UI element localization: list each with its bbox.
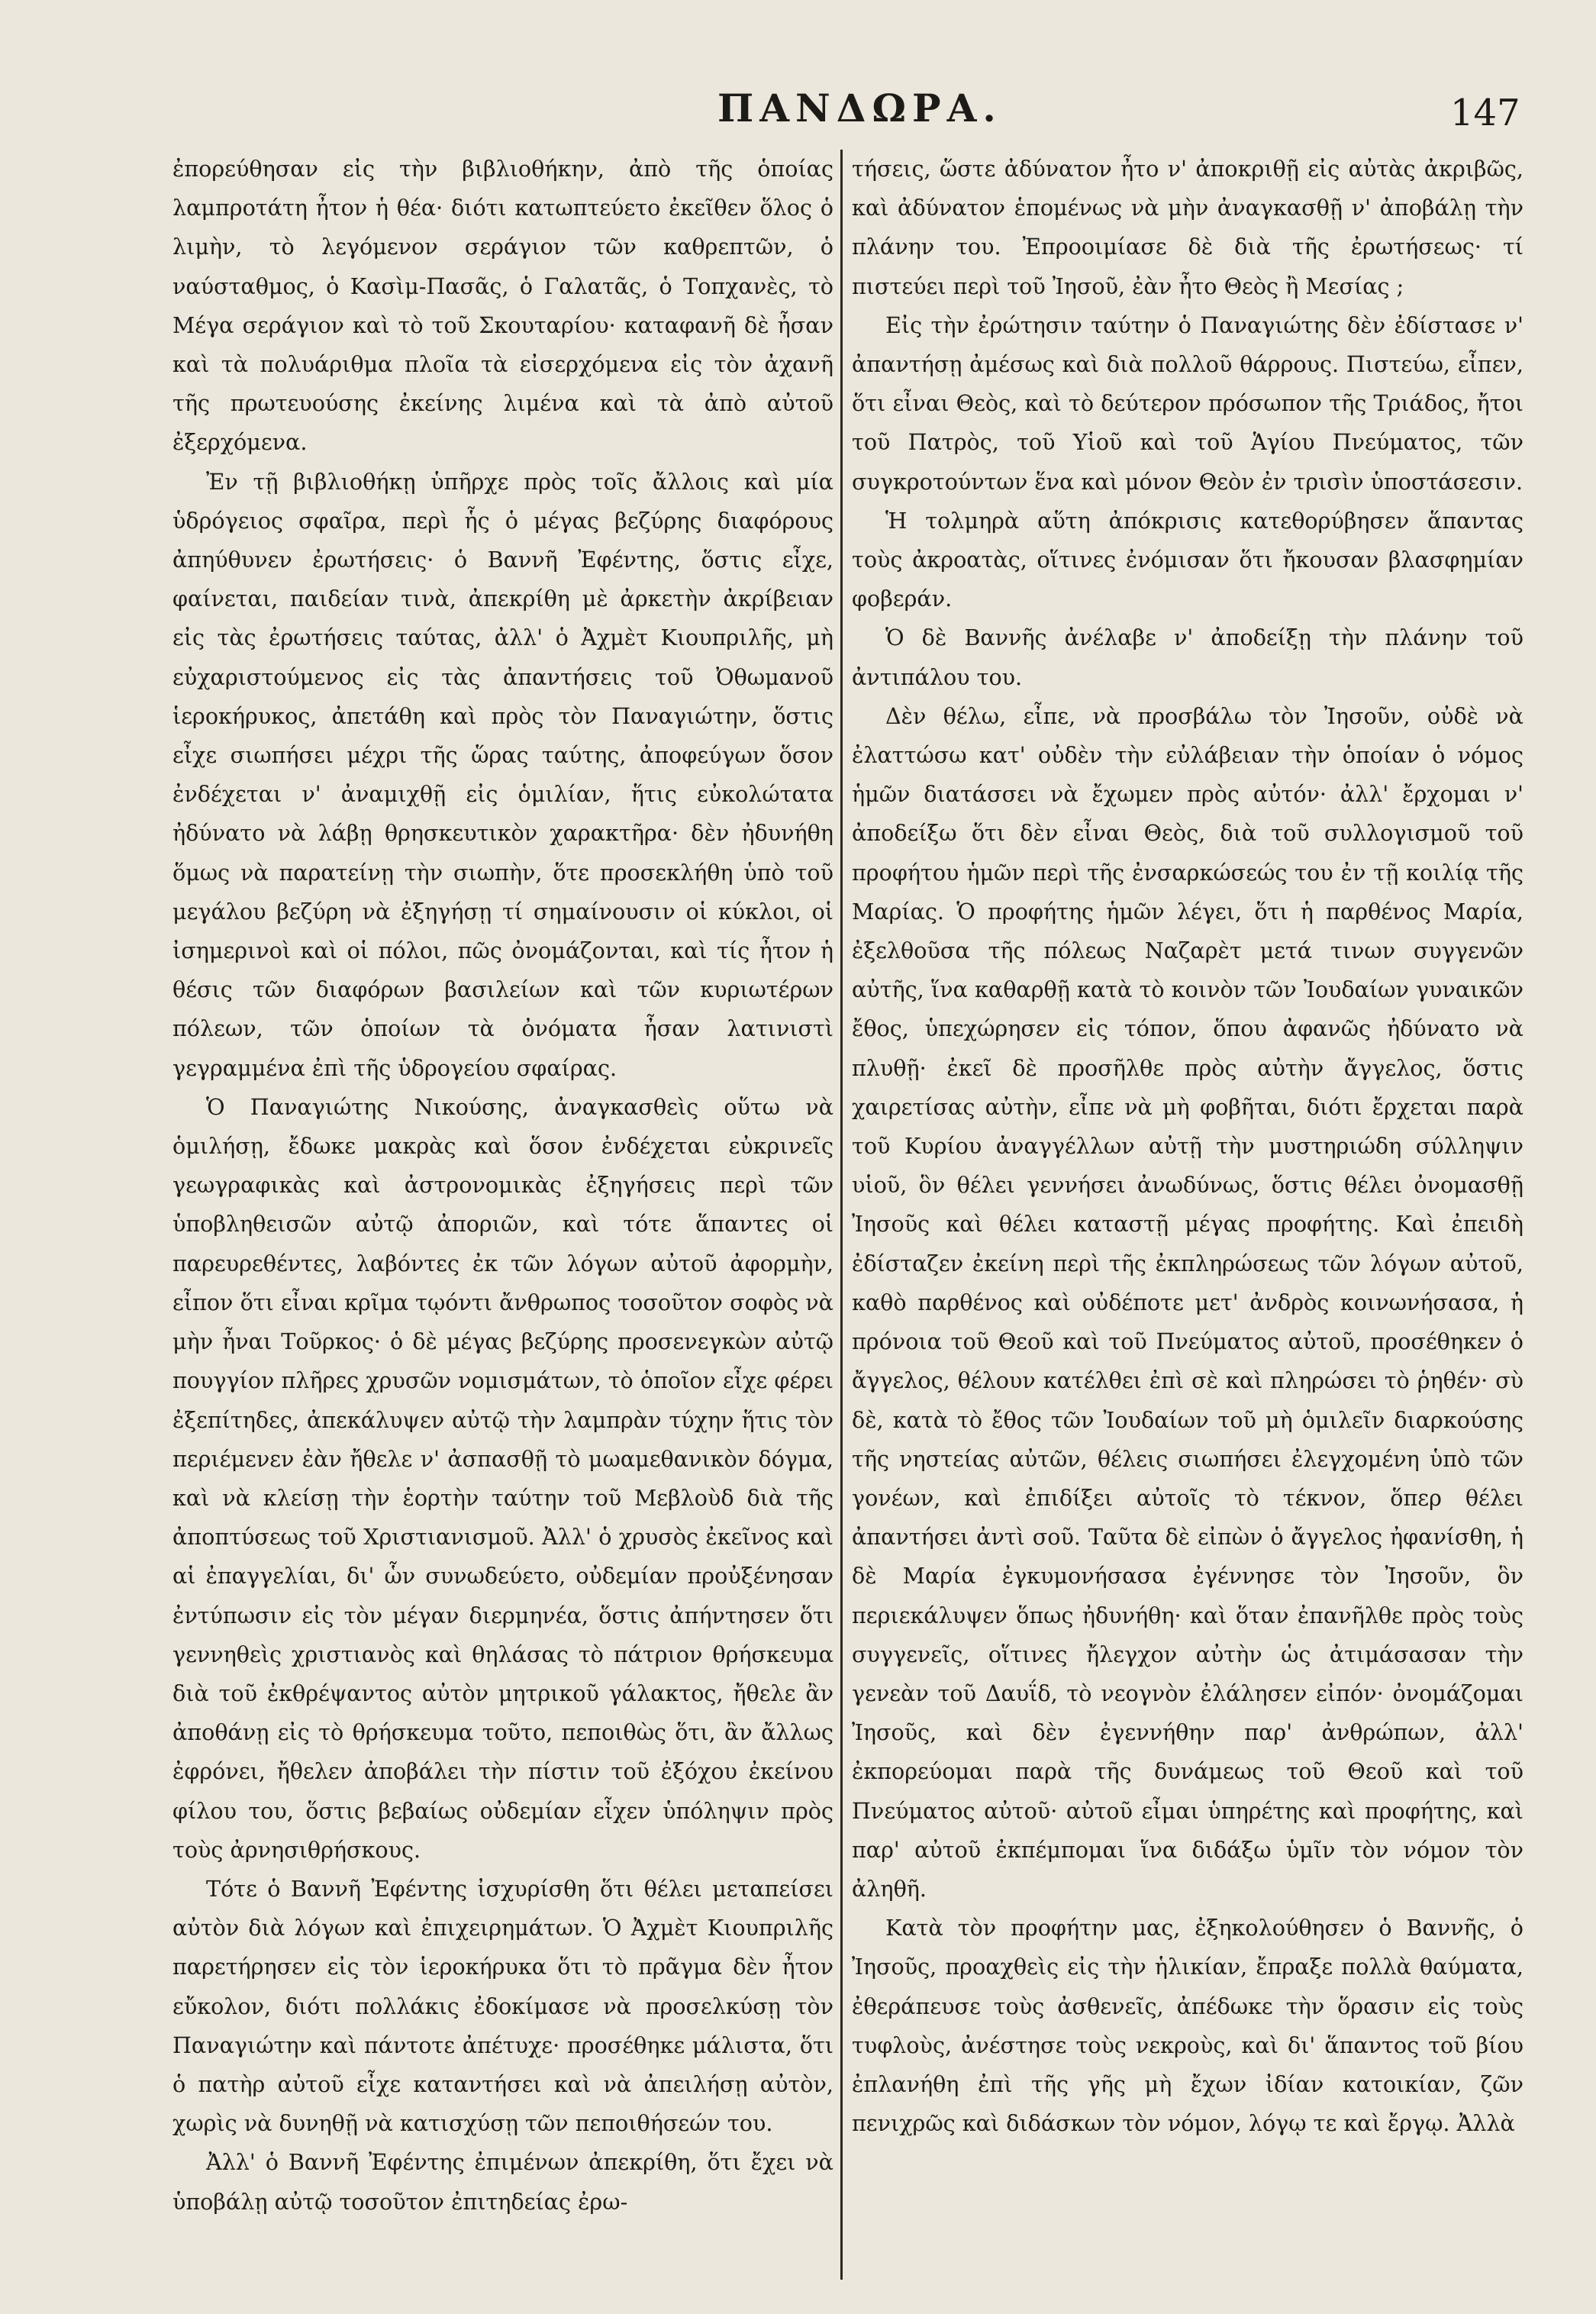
paragraph: Ἀλλ' ὁ Βαννῆ Ἐφέντης ἐπιμένων ἀπεκρίθη, ὅτι ἔχει νὰ ὑποβάλῃ αὐτῷ τοσοῦτον ἐπιτηδείας ἐρω- <box>172 2149 833 2215</box>
paragraph: Τότε ὁ Βαννῆ Ἐφέντης ἰσχυρίσθη ὅτι θέλει μεταπείσει αὐτὸν διὰ λόγων καὶ ἐπιχειρημάτων. Ὁ Ἀχμὲτ Κιουπριλῆς παρετήρησεν εἰς τὸν ἱεροκήρυκα ὅτι τὸ πρᾶγμα δὲν ἦτον εὔκολον, διότι πολλάκις ἐδοκίμασε νὰ προσελκύσῃ τὸν Παναγιώτην καὶ πάντοτε ἀπέτυχε· προσέθηκε μάλιστα, ὅτι ὁ πατὴρ αὐτοῦ εἶχε καταντήσει καὶ νὰ ἀπειλήσῃ αὐτὸν, χωρὶς νὰ δυνηθῇ νὰ κατισχύσῃ τῶν πεποιθήσεών του. <box>172 1875 833 2137</box>
paragraph: ἐπορεύθησαν εἰς τὴν βιβλιοθήκην, ἀπὸ τῆς ὁποίας λαμπροτάτη ἦτον ἡ θέα· διότι κατωπτεύετο ἐκεῖθεν ὅλος ὁ λιμὴν, τὸ λεγόμενον σεράγιον τῶν καθρεπτῶν, ὁ ναύσταθμος, ὁ Κασὶμ-Πασᾶς, ὁ Γαλατᾶς, ὁ Τοπχανὲς, τὸ Μέγα σεράγιον καὶ τὸ τοῦ Σκουταρίου· καταφανῆ δὲ ἦσαν καὶ τὰ πολυάριθμα πλοῖα τὰ εἰσερχόμενα εἰς τὸν ἀχανῆ τῆς πρωτευούσης ἐκείνης λιμένα καὶ τὰ ἀπὸ αὐτοῦ ἐξερχόμενα. <box>172 156 833 456</box>
paragraph: Ὁ δὲ Βαννῆς ἀνέλαβε ν' ἀποδείξῃ τὴν πλάνην τοῦ ἀντιπάλου του. <box>852 624 1523 690</box>
text-column-left <box>172 150 833 2287</box>
text-column-right <box>852 150 1523 2287</box>
paragraph: Εἰς τὴν ἐρώτησιν ταύτην ὁ Παναγιώτης δὲν ἐδίστασε ν' ἀπαντήσῃ ἀμέσως καὶ διὰ πολλοῦ θάρρους. Πιστεύω, εἶπεν, ὅτι εἶναι Θεὸς, καὶ τὸ δεύτερον πρόσωπον τῆς Τριάδος, ἤτοι τοῦ Πατρὸς, τοῦ Υἱοῦ καὶ τοῦ Ἁγίου Πνεύματος, τῶν συγκροτούντων ἕνα καὶ μόνον Θεὸν ἐν τρισὶν ὑποστάσεσιν. <box>852 311 1523 495</box>
running-title: ΠΑΝΔΩΡΑ. <box>717 86 1002 131</box>
paragraph: Δὲν θέλω, εἶπε, νὰ προσβάλω τὸν Ἰησοῦν, οὐδὲ νὰ ἐλαττώσω κατ' οὐδὲν τὴν εὐλάβειαν τὴν ὁποίαν ὁ νόμος ἡμῶν διατάσσει νὰ ἔχωμεν πρὸς αὐτόν· ἀλλ' ἔρχομαι ν' ἀποδείξω ὅτι δὲν εἶναι Θεὸς, διὰ τοῦ συλλογισμοῦ τοῦ προφήτου ἡμῶν περὶ τῆς ἐνσαρκώσεώς του ἐν τῇ κοιλίᾳ τῆς Μαρίας. Ὁ προφήτης ἡμῶν λέγει, ὅτι ἡ παρθένος Μαρία, ἐξελθοῦσα τῆς πόλεως Ναζαρὲτ μετά τινων συγγενῶν αὐτῆς, ἵνα καθαρθῇ κατὰ τὸ κοινὸν τῶν Ἰουδαίων γυναικῶν ἔθος, ὑπεχώρησεν εἰς τόπον, ὅπου ἀφανῶς ἠδύνατο νὰ πλυθῇ· ἐκεῖ δὲ προσῆλθε πρὸς αὐτὴν ἄγγελος, ὅστις χαιρετίσας αὐτὴν, εἶπε νὰ μὴ φοβῆται, διότι ἔρχεται παρὰ τοῦ Κυρίου ἀναγγέλλων αὐτῇ τὴν μυστηριώδη σύλληψιν υἱοῦ, ὃν θέλει γεννήσει ἀνωδύνως, ὅστις θέλει ὀνομασθῇ Ἰησοῦς καὶ θέλει καταστῇ μέγας προφήτης. Καὶ ἐπειδὴ ἐδίσταζεν ἐκείνη περὶ τῆς ἐκπληρώσεως τῶν λόγων αὐτοῦ, καθὸ παρθένος καὶ οὐδέποτε μετ' ἀνδρὸς κοινωνήσασα, ἡ πρόνοια τοῦ Θεοῦ καὶ τοῦ Πνεύματος αὐτοῦ, προσέθηκεν ὁ ἄγγελος, θέλουν κατέλθει ἐπὶ σὲ καὶ πληρώσει τὸ ῥηθέν· σὺ δὲ, κατὰ τὸ ἔθος τῶν Ἰουδαίων τοῦ μὴ ὁμιλεῖν διαρκούσης τῆς νηστείας αὐτῶν, θέλεις σιωπήσει ἐλεγχομένη ὑπὸ τῶν γονέων, καὶ ἐπιδίξει αὐτοῖς τὸ τέκνον, ὅπερ θέλει ἀπαντήσει ἀντὶ σοῦ. Ταῦτα δὲ εἰπὼν ὁ ἄγγελος ἠφανίσθη, ἡ δὲ Μαρία ἐγκυμονήσασα ἐγέννησε τὸν Ἰησοῦν, ὃν περιεκάλυψεν ὅπως ἠδυνήθη· καὶ ὅταν ἐπανῆλθε πρὸς τοὺς συγγενεῖς, οἵτινες ἤλεγχον αὐτὴν ὡς ἀτιμάσασαν τὴν γενεὰν τοῦ Δαυΐδ, τὸ νεογνὸν ἐλάλησεν εἰπόν· ὀνομάζομαι Ἰησοῦς, καὶ δὲν ἐγεννήθην παρ' ἀνθρώπων, ἀλλ' ἐκπορεύομαι παρὰ τῆς δυνάμεως τοῦ Θεοῦ καὶ τοῦ Πνεύματος αὐτοῦ· αὐτοῦ εἶμαι ὑπηρέτης καὶ προφήτης, καὶ παρ' αὐτοῦ ἐκπέμπομαι ἵνα διδάξω ὑμῖν τὸν νόμον τὸν ἀληθῆ. <box>852 702 1523 1902</box>
paragraph: Ἐν τῇ βιβλιοθήκῃ ὑπῆρχε πρὸς τοῖς ἄλλοις καὶ μία ὑδρόγειος σφαῖρα, περὶ ἧς ὁ μέγας βεζύρης διαφόρους ἀπηύθυνεν ἐρωτήσεις· ὁ Βαννῆ Ἐφέντης, ὅστις εἶχε, φαίνεται, παιδείαν τινὰ, ἀπεκρίθη μὲ ἀρκετὴν ἀκρίβειαν εἰς τὰς ἐρωτήσεις ταύτας, ἀλλ' ὁ Ἀχμὲτ Κιουπριλῆς, μὴ εὐχαριστούμενος εἰς τὰς ἀπαντήσεις τοῦ Ὀθωμανοῦ ἱεροκήρυκος, ἀπετάθη καὶ πρὸς τὸν Παναγιώτην, ὅστις εἶχε σιωπήσει μέχρι τῆς ὥρας ταύτης, ἀποφεύγων ὅσον ἐνδέχεται ν' ἀναμιχθῇ εἰς ὁμιλίαν, ἥτις εὐκολώτατα ἠδύνατο νὰ λάβῃ θρησκευτικὸν χαρακτῆρα· δὲν ἠδυνήθη ὅμως νὰ παρατείνῃ τὴν σιωπὴν, ὅτε προσεκλήθη ὑπὸ τοῦ μεγάλου βεζύρη νὰ ἐξηγήσῃ τί σημαίνουσιν οἱ κύκλοι, οἱ ἰσημερινοὶ καὶ οἱ πόλοι, πῶς ὀνομάζονται, καὶ τίς ἦτον ἡ θέσις τῶν διαφόρων βασιλείων καὶ τῶν κυριωτέρων πόλεων, τῶν ὁποίων τὰ ὀνόματα ἦσαν λατινιστὶ γεγραμμένα ἐπὶ τῆς ὑδρογείου σφαίρας. <box>172 468 833 1081</box>
paragraph: Ὁ Παναγιώτης Νικούσης, ἀναγκασθεὶς οὕτω νὰ ὁμιλήσῃ, ἔδωκε μακρὰς καὶ ὅσον ἐνδέχεται εὐκρινεῖς γεωγραφικὰς καὶ ἀστρονομικὰς ἐξηγήσεις περὶ τῶν ὑποβληθεισῶν αὐτῷ ἀποριῶν, καὶ τότε ἅπαντες οἱ παρευρεθέντες, λαβόντες ἐκ τῶν λόγων αὐτοῦ ἀφορμὴν, εἶπον ὅτι εἶναι κρῖμα τῳόντι ἄνθρωπος τοσοῦτον σοφὸς νὰ μὴν ἦναι Τοῦρκος· ὁ δὲ μέγας βεζύρης προσενεγκὼν αὐτῷ πουγγίον πλῆρες χρυσῶν νομισμάτων, τὸ ὁποῖον εἶχε φέρει ἐξεπίτηδες, ἀπεκάλυψεν αὐτῷ τὴν λαμπρὰν τύχην ἥτις τὸν περιέμενεν ἐὰν ἤθελε ν' ἀσπασθῇ τὸ μωαμεθανικὸν δόγμα, καὶ νὰ κλείσῃ τὴν ἑορτὴν ταύτην τοῦ Μεβλοὺδ διὰ τῆς ἀποπτύσεως τοῦ Χριστιανισμοῦ. Ἀλλ' ὁ χρυσὸς ἐκεῖνος καὶ αἱ ἐπαγγελίαι, δι' ὧν συνωδεύετο, οὐδεμίαν προὐξένησαν ἐντύπωσιν εἰς τὸν μέγαν διερμηνέα, ὅστις ἀπήντησεν ὅτι γεννηθεὶς χριστιανὸς καὶ θηλάσας τὸ πάτριον θρήσκευμα διὰ τοῦ ἐκθρέψαντος αὐτὸν μητρικοῦ γάλακτος, ἤθελε ἂν ἀποθάνῃ εἰς τὸ θρήσκευμα τοῦτο, πεποιθὼς ὅτι, ἂν ἄλλως ἐφρόνει, ἤθελεν ἀποβάλει τὴν πίστιν τοῦ ἐξόχου ἐκείνου φίλου του, ὅστις βεβαίως οὐδεμίαν εἶχεν ὑπόληψιν πρὸς τοὺς ἀρνησιθρήσκους. <box>172 1093 833 1863</box>
column-divider <box>840 150 843 2280</box>
paragraph: Κατὰ τὸν προφήτην μας, ἐξηκολούθησεν ὁ Βαννῆς, ὁ Ἰησοῦς, προαχθεὶς εἰς τὴν ἡλικίαν, ἔπραξε πολλὰ θαύματα, ἐθεράπευσε τοὺς ἀσθενεῖς, ἀπέδωκε τὴν ὅρασιν εἰς τοὺς τυφλοὺς, ἀνέστησε τοὺς νεκροὺς, καὶ δι' ἅπαντος τοῦ βίου ἐπλανήθη ἐπὶ τῆς γῆς μὴ ἔχων ἰδίαν κατοικίαν, ζῶν πενιχρῶς καὶ διδάσκων τὸν νόμον, λόγῳ τε καὶ ἔργῳ. Ἀλλὰ <box>852 1915 1523 2137</box>
paragraph: Ἡ τολμηρὰ αὕτη ἀπόκρισις κατεθορύβησεν ἅπαντας τοὺς ἀκροατὰς, οἵτινες ἐνόμισαν ὅτι ἤκουσαν βλασφημίαν φοβεράν. <box>852 507 1523 612</box>
paragraph: τήσεις, ὥστε ἀδύνατον ἦτο ν' ἀποκριθῇ εἰς αὐτὰς ἀκριβῶς, καὶ ἀδύνατον ἑπομένως νὰ μὴν ἀναγκασθῇ ν' ἀποβάλῃ τὴν πλάνην του. Ἐπροοιμίασε δὲ διὰ τῆς ἐρωτήσεως· τί πιστεύει περὶ τοῦ Ἰησοῦ, ἐὰν ἦτο Θεὸς ἢ Μεσίας ; <box>852 156 1523 299</box>
page-number: 147 <box>1450 92 1520 134</box>
